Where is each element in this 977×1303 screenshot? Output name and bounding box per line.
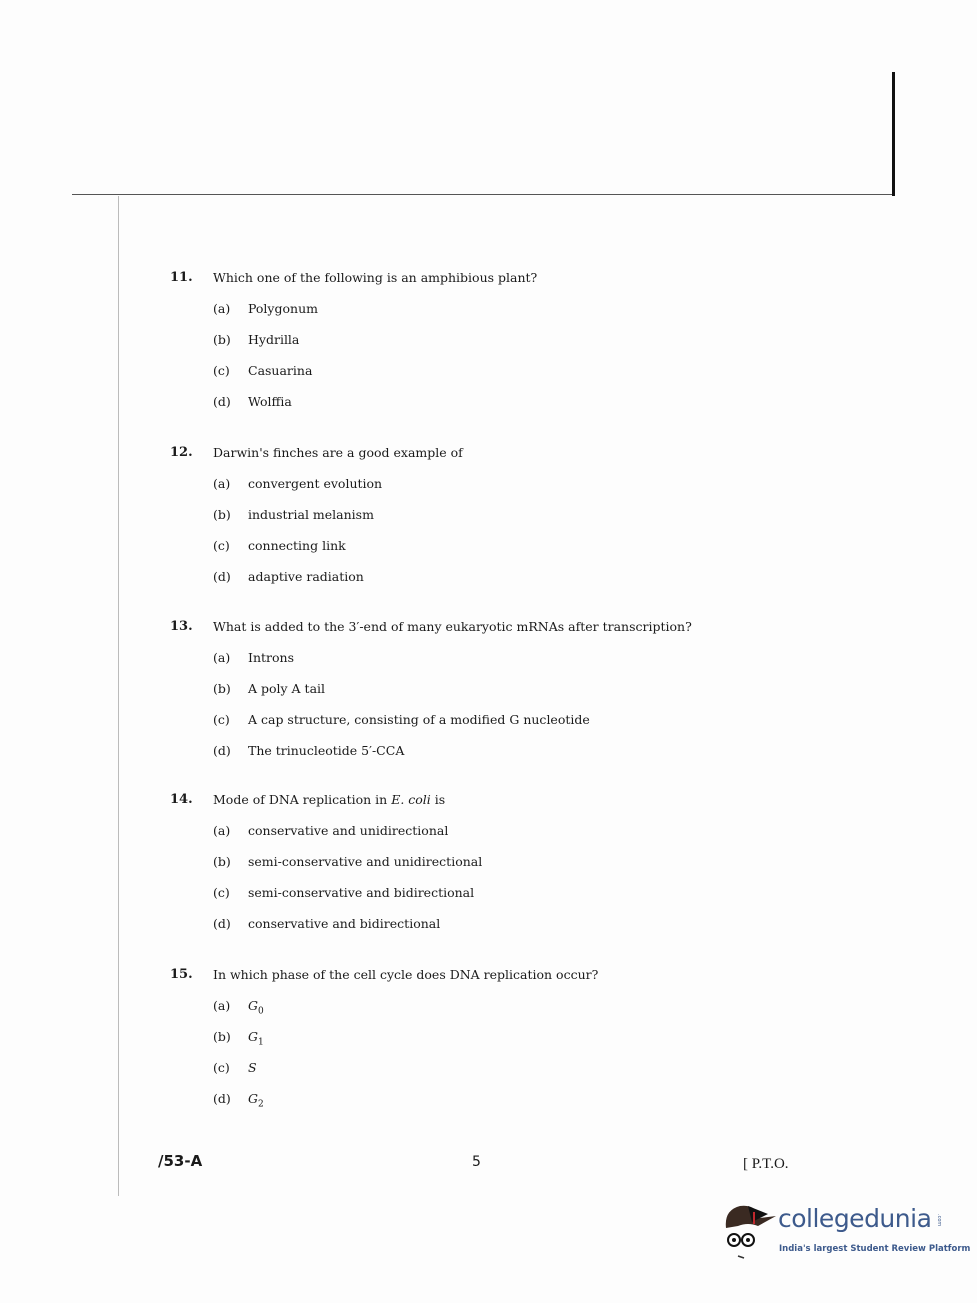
option [213, 854, 482, 869]
mascot-icon [718, 1200, 778, 1260]
option-label: (d) [213, 1091, 231, 1106]
question-number: 11. [170, 270, 193, 285]
option [213, 1060, 257, 1079]
option-text: Wolffia [248, 394, 292, 409]
page-number: 5 [472, 1154, 481, 1170]
option-text: Casuarina [248, 363, 313, 378]
question-number: 15. [170, 967, 193, 982]
question-text: In which phase of the cell cycle does DNA replication occur? [213, 967, 599, 982]
option [213, 712, 590, 727]
left-margin-rule [118, 196, 119, 1196]
option [213, 743, 404, 758]
option-label: (a) [213, 301, 231, 316]
option [213, 823, 448, 838]
pto-note: [ P.T.O. [743, 1156, 789, 1172]
option-subscript: 1 [258, 1037, 264, 1048]
question-number: 12. [170, 445, 193, 460]
option [213, 1029, 264, 1048]
option-text: The trinucleotide 5′-CCA [248, 743, 405, 758]
question-text-part: Mode of DNA replication in [213, 792, 392, 807]
option-label: (b) [213, 681, 231, 696]
organism-name: E. coli [391, 792, 431, 807]
question-text [213, 792, 445, 807]
option [213, 1091, 264, 1110]
option-text: adaptive radiation [248, 569, 364, 584]
question-number: 13. [170, 619, 193, 634]
option-text: convergent evolution [248, 476, 383, 491]
option [213, 681, 325, 696]
option [213, 394, 292, 409]
option-label: (c) [213, 885, 230, 900]
option-text: connecting link [248, 538, 346, 553]
question-text: Darwin's finches are a good example of [213, 445, 463, 460]
option-text: conservative and unidirectional [248, 823, 449, 838]
question-text-part: is [430, 792, 446, 807]
option [213, 476, 382, 491]
option-text: G [248, 998, 258, 1013]
option-label: (d) [213, 743, 231, 758]
option-text: semi-conservative and bidirectional [248, 885, 475, 900]
option-label: (b) [213, 854, 231, 869]
option-label: (d) [213, 916, 231, 931]
option-label: (a) [213, 650, 231, 665]
option-label: (c) [213, 538, 230, 553]
option-text: conservative and bidirectional [248, 916, 441, 931]
option-label: (b) [213, 332, 231, 347]
option [213, 538, 346, 553]
option [213, 916, 440, 931]
option-text: G [248, 1029, 258, 1044]
option [213, 569, 364, 584]
option-label: (c) [213, 712, 230, 727]
option-label: (c) [213, 363, 230, 378]
margin-bar [892, 72, 895, 196]
option [213, 507, 374, 522]
option-label: (a) [213, 998, 231, 1013]
option-label: (a) [213, 823, 231, 838]
option-text: S [248, 1060, 257, 1075]
option-label: (b) [213, 1029, 231, 1044]
option [213, 650, 294, 665]
option-text: Hydrilla [248, 332, 300, 347]
option [213, 885, 474, 900]
option [213, 998, 264, 1017]
question-text: What is added to the 3′-end of many eukaryotic mRNAs after transcription? [213, 619, 692, 634]
header-rule [72, 194, 895, 195]
option-label: (d) [213, 394, 231, 409]
option [213, 301, 318, 316]
option-subscript: 2 [258, 1099, 264, 1110]
option-text: semi-conservative and unidirectional [248, 854, 483, 869]
option-text: G [248, 1091, 258, 1106]
question-text: Which one of the following is an amphibious plant? [213, 270, 538, 285]
collegedunia-logo: collegedunia .com India's largest Student Review Platform [718, 1200, 948, 1260]
option-text: A poly A tail [248, 681, 326, 696]
option [213, 363, 312, 378]
option-text: industrial melanism [248, 507, 374, 522]
option-label: (d) [213, 569, 231, 584]
option-text: Introns [248, 650, 294, 665]
question-number: 14. [170, 792, 193, 807]
option-label: (a) [213, 476, 231, 491]
option-text: Polygonum [248, 301, 318, 316]
option-subscript: 0 [258, 1006, 264, 1017]
option-text: A cap structure, consisting of a modified G nucleotide [248, 712, 590, 727]
option-label: (c) [213, 1060, 230, 1075]
option-label: (b) [213, 507, 231, 522]
paper-code: /53-A [158, 1152, 203, 1170]
option [213, 332, 299, 347]
